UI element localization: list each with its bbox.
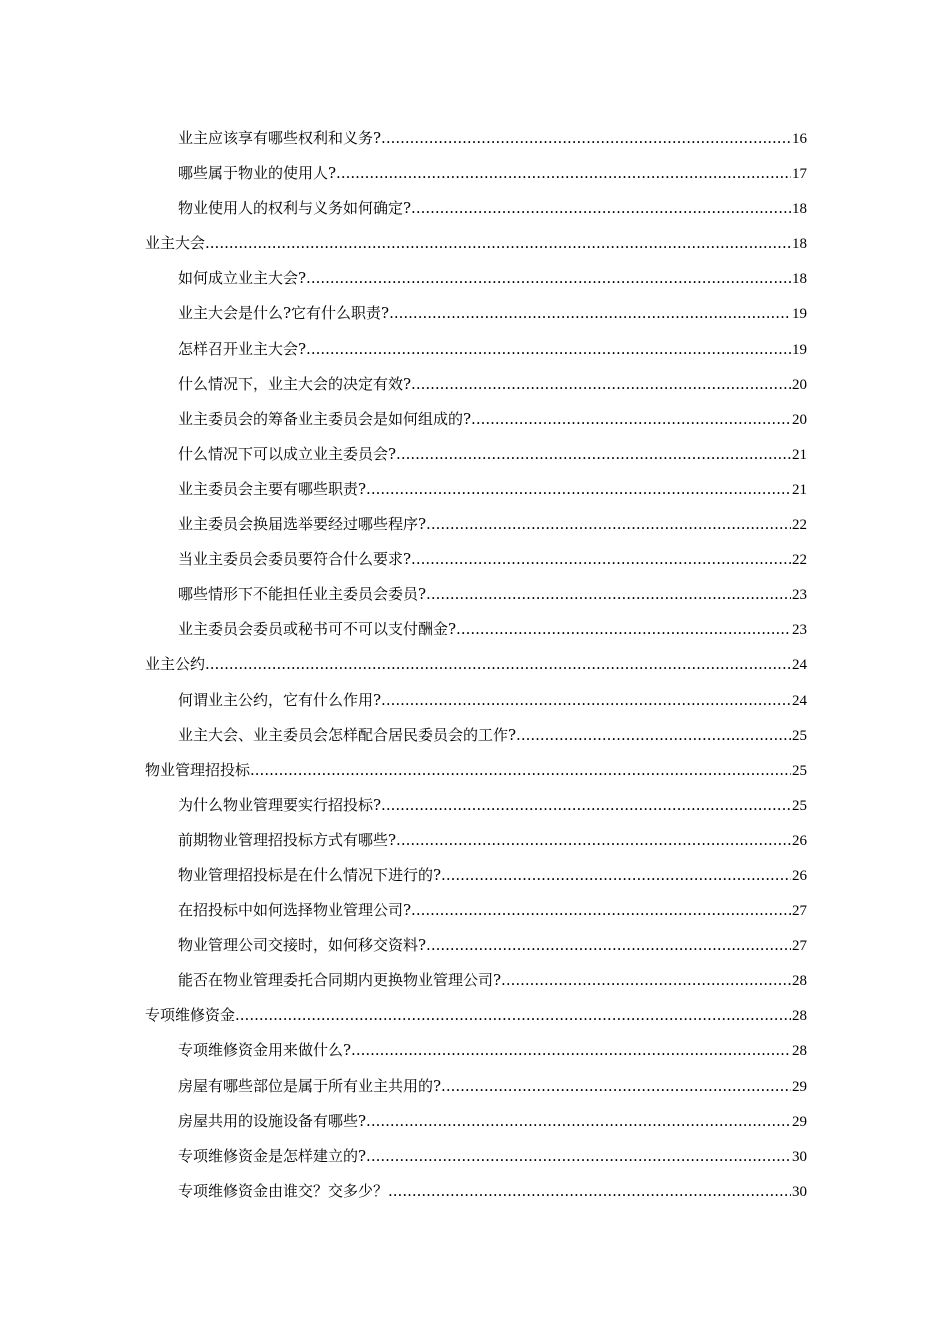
toc-subsection-entry[interactable] xyxy=(145,261,807,296)
toc-entry-title: 前期物业管理招投标方式有哪些? xyxy=(178,830,397,849)
toc-subsection-entry[interactable] xyxy=(145,367,807,402)
toc-subsection-entry[interactable] xyxy=(145,612,807,647)
toc-dot-leader xyxy=(381,121,791,156)
toc-subsection-entry[interactable] xyxy=(145,928,807,963)
toc-page-number: 22 xyxy=(792,517,807,534)
toc-page-number: 26 xyxy=(792,867,807,884)
toc-dot-leader xyxy=(456,612,791,647)
toc-dot-leader xyxy=(426,928,791,963)
toc-entry-title: 哪些属于物业的使用人? xyxy=(178,164,337,183)
toc-page-number: 19 xyxy=(792,341,807,358)
toc-subsection-entry[interactable] xyxy=(145,156,807,191)
toc-page-number: 19 xyxy=(792,306,807,323)
table-of-contents xyxy=(145,121,807,1209)
toc-page-number: 28 xyxy=(792,1008,807,1025)
toc-page-number: 17 xyxy=(792,166,807,183)
toc-subsection-entry[interactable] xyxy=(145,542,807,577)
toc-dot-leader xyxy=(388,1174,791,1209)
toc-entry-title: 哪些情形下不能担任业主委员会委员? xyxy=(178,585,427,604)
toc-entry-title: 房屋有哪些部位是属于所有业主共用的? xyxy=(178,1076,442,1095)
toc-entry-title: 物业使用人的权利与义务如何确定? xyxy=(178,199,412,218)
toc-dot-leader xyxy=(396,437,791,472)
toc-page-number: 24 xyxy=(792,692,807,709)
toc-subsection-entry[interactable] xyxy=(145,1069,807,1104)
toc-page-number: 18 xyxy=(792,271,807,288)
toc-entry-title: 什么情况下可以成立业主委员会? xyxy=(178,444,397,463)
toc-dot-leader xyxy=(471,402,791,437)
toc-subsection-entry[interactable] xyxy=(145,296,807,331)
toc-page-number: 21 xyxy=(792,481,807,498)
toc-entry-title: 如何成立业主大会? xyxy=(178,269,307,288)
toc-entry-title: 专项维修资金 xyxy=(145,1006,236,1025)
toc-page-number: 20 xyxy=(792,411,807,428)
toc-entry-title: 房屋共用的设施设备有哪些? xyxy=(178,1111,367,1130)
toc-dot-leader xyxy=(441,1069,791,1104)
toc-dot-leader xyxy=(396,823,791,858)
toc-entry-title: 专项维修资金由谁交？交多少？ xyxy=(178,1181,389,1200)
toc-page-number: 24 xyxy=(792,657,807,674)
toc-page-number: 26 xyxy=(792,832,807,849)
toc-dot-leader xyxy=(366,472,791,507)
toc-dot-leader xyxy=(205,647,791,682)
toc-dot-leader xyxy=(426,577,791,612)
toc-dot-leader xyxy=(501,963,791,998)
toc-entry-title: 业主大会 xyxy=(145,234,206,253)
toc-entry-title: 能否在物业管理委托合同期内更换物业管理公司? xyxy=(178,971,502,990)
toc-entry-title: 业主大会是什么?它有什么职责? xyxy=(178,304,390,323)
toc-page-number: 22 xyxy=(792,552,807,569)
toc-subsection-entry[interactable] xyxy=(145,823,807,858)
toc-page-number: 23 xyxy=(792,587,807,604)
toc-page-number: 27 xyxy=(792,938,807,955)
toc-page-number: 16 xyxy=(792,131,807,147)
toc-subsection-entry[interactable] xyxy=(145,893,807,928)
toc-entry-title: 当业主委员会委员要符合什么要求? xyxy=(178,550,412,569)
toc-page-number: 20 xyxy=(792,376,807,393)
toc-entry-title: 业主大会、业主委员会怎样配合居民委员会的工作? xyxy=(178,725,517,744)
toc-page-number: 29 xyxy=(792,1113,807,1130)
toc-subsection-entry[interactable] xyxy=(145,1139,807,1174)
toc-subsection-entry[interactable] xyxy=(145,858,807,893)
toc-entry-title: 何谓业主公约，它有什么作用? xyxy=(178,690,382,709)
toc-dot-leader xyxy=(306,332,791,367)
toc-dot-leader xyxy=(306,261,791,296)
toc-entry-title: 专项维修资金用来做什么? xyxy=(178,1041,352,1060)
toc-subsection-entry[interactable] xyxy=(145,788,807,823)
toc-dot-leader xyxy=(411,542,791,577)
toc-page-number: 30 xyxy=(792,1148,807,1165)
toc-entry-title: 怎样召开业主大会? xyxy=(178,339,307,358)
toc-subsection-entry[interactable] xyxy=(145,1104,807,1139)
toc-subsection-entry[interactable] xyxy=(145,332,807,367)
toc-section-entry[interactable] xyxy=(145,647,807,682)
toc-dot-leader xyxy=(381,683,791,718)
toc-entry-title: 什么情况下，业主大会的决定有效? xyxy=(178,374,412,393)
toc-subsection-entry[interactable] xyxy=(145,507,807,542)
toc-page-number: 18 xyxy=(792,201,807,218)
toc-dot-leader xyxy=(441,858,791,893)
toc-entry-title: 物业管理公司交接时，如何移交资料? xyxy=(178,936,427,955)
toc-page-number: 25 xyxy=(792,762,807,779)
toc-section-entry[interactable] xyxy=(145,753,807,788)
toc-dot-leader xyxy=(366,1139,791,1174)
toc-entry-title: 为什么物业管理要实行招投标? xyxy=(178,795,382,814)
toc-entry-title: 业主委员会的筹备业主委员会是如何组成的? xyxy=(178,409,472,428)
toc-subsection-entry[interactable] xyxy=(145,191,807,226)
toc-section-entry[interactable] xyxy=(145,226,807,261)
toc-subsection-entry[interactable] xyxy=(145,1033,807,1068)
toc-page-number: 28 xyxy=(792,973,807,990)
toc-dot-leader xyxy=(516,718,791,753)
toc-dot-leader xyxy=(411,367,791,402)
toc-dot-leader xyxy=(411,893,791,928)
toc-subsection-entry[interactable] xyxy=(145,472,807,507)
toc-entry-title: 业主委员会主要有哪些职责? xyxy=(178,479,367,498)
toc-page-number: 23 xyxy=(792,622,807,639)
toc-page-number: 28 xyxy=(792,1043,807,1060)
toc-entry-title: 业主委员会委员或秘书可不可以支付酬金? xyxy=(178,620,457,639)
toc-dot-leader xyxy=(250,753,791,788)
toc-dot-leader xyxy=(426,507,791,542)
toc-subsection-entry[interactable] xyxy=(145,1174,807,1209)
toc-entry-title: 物业管理招投标 xyxy=(145,760,251,779)
toc-subsection-entry[interactable] xyxy=(145,577,807,612)
toc-page-number: 27 xyxy=(792,903,807,920)
toc-dot-leader xyxy=(381,788,791,823)
toc-dot-leader xyxy=(205,226,791,261)
toc-entry-title: 物业管理招投标是在什么情况下进行的? xyxy=(178,865,442,884)
toc-subsection-entry[interactable] xyxy=(145,963,807,998)
toc-subsection-entry[interactable] xyxy=(145,683,807,718)
toc-subsection-entry[interactable] xyxy=(145,402,807,437)
toc-entry-title: 业主应该享有哪些权利和义务? xyxy=(178,129,382,147)
toc-entry-title: 专项维修资金是怎样建立的? xyxy=(178,1146,367,1165)
toc-subsection-entry[interactable] xyxy=(145,718,807,753)
toc-entry-title: 在招投标中如何选择物业管理公司? xyxy=(178,901,412,920)
toc-entry-title: 业主公约 xyxy=(145,655,206,674)
toc-page-number: 25 xyxy=(792,727,807,744)
toc-page-number: 25 xyxy=(792,797,807,814)
toc-dot-leader xyxy=(366,1104,791,1139)
toc-dot-leader xyxy=(336,156,791,191)
toc-entry-title: 业主委员会换届选举要经过哪些程序? xyxy=(178,515,427,534)
toc-dot-leader xyxy=(411,191,791,226)
toc-page-number: 18 xyxy=(792,236,807,253)
toc-dot-leader xyxy=(351,1033,791,1068)
toc-subsection-entry[interactable] xyxy=(145,121,807,156)
toc-subsection-entry[interactable] xyxy=(145,437,807,472)
toc-dot-leader xyxy=(235,998,791,1033)
toc-section-entry[interactable] xyxy=(145,998,807,1033)
toc-page-number: 30 xyxy=(792,1183,807,1200)
toc-dot-leader xyxy=(389,296,791,331)
toc-page-number: 29 xyxy=(792,1078,807,1095)
toc-page-number: 21 xyxy=(792,446,807,463)
